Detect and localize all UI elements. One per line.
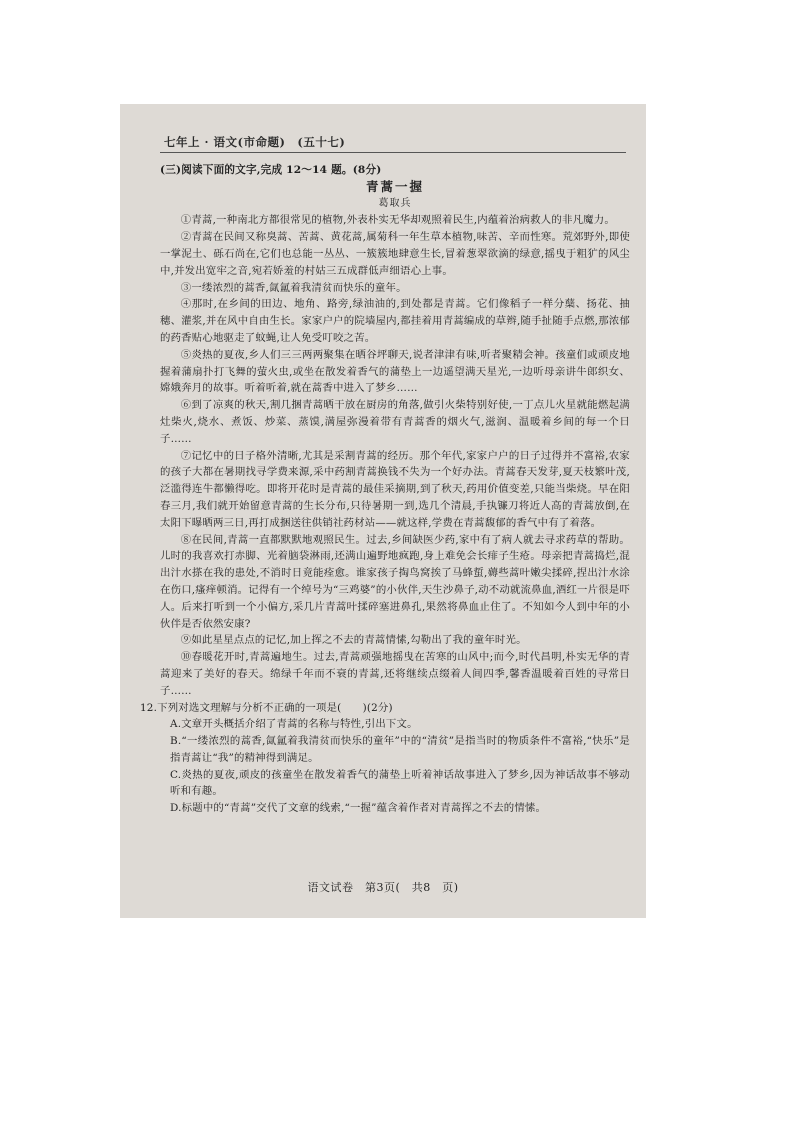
- question-12-option-d: D.标题中的“青蒿”交代了文章的线索,“一握”蕴含着作者对青蒿挥之不去的情愫。: [170, 802, 547, 815]
- exam-page: [120, 104, 646, 918]
- page-header: 七年上 · 语文(市命题) (五十七): [164, 135, 346, 149]
- paragraph-2: ②青蒿在民间又称臭蒿、苦蒿、黄花蒿,属菊科一年生草本植物,味苦、辛而性寒。荒郊野外,即使一掌泥土、砾石尚在,它们也总能一丛丛、一簇簇地肆意生长,冒着葱翠欲滴的绿意,摇曳于粗犷的风尘中,并发出宽牢之音,宛若娇羞的村姑三五成群低声细语心上事。: [160, 231, 630, 277]
- paragraph-4: ④那时,在乡间的田边、地角、路旁,绿油油的,到处都是青蒿。它们像稻子一样分蘖、扬花、抽穗、灌浆,并在风中自由生长。家家户户的院墙屋内,都挂着用青蒿编成的草辫,随手扯随手点燃,那浓郁的药香贴心地驱走了蚊蝇,让人免受叮咬之苦。: [160, 298, 630, 344]
- header-divider: [160, 152, 626, 153]
- reading-section: [140, 162, 630, 817]
- article-author: 葛取兵: [378, 197, 412, 209]
- paragraph-9: ⑨如此星星点点的记忆,加上挥之不去的青蒿情愫,勾勒出了我的童年时光。: [180, 634, 527, 647]
- paragraph-5: ⑤炎热的夏夜,乡人们三三两两聚集在晒谷坪聊天,说者津津有味,听者聚精会神。孩童们或顽皮地握着蒲扇扑打飞舞的萤火虫,或坐在散发着香气的蒲垫上一边遥望满天星光,一边听母亲讲牛郎织女、嫦娥奔月的故事。听着听着,就在蒿香中进入了梦乡……: [160, 348, 630, 395]
- page-footer: 语文试卷 第3页( 共8 页): [307, 881, 459, 894]
- paragraph-3: ③一缕浓烈的蒿香,氤氲着我清贫而快乐的童年。: [180, 281, 407, 294]
- paragraph-10: ⑩春暖花开时,青蒿遍地生。过去,青蒿顽强地摇曳在苦寒的山风中;而今,时代昌明,朴实无华的青蒿迎来了美好的春天。绵绿千年而不衰的青蒿,还将继续点缀着人间四季,馨香温暖着百姓的寻常日子……: [160, 651, 630, 697]
- article-title: 青蒿一握: [365, 178, 424, 194]
- paragraph-7: ⑦记忆中的日子格外清晰,尤其是采割青蒿的经历。那个年代,家家户户的日子过得并不富裕,农家的孩子大都在暑期找寻学费来源,采中药割青蒿换钱不失为一个好办法。青蒿春天发芽,夏天枝繁叶茂,泛滥得连牛都懒得吃。即将开花时是青蒿的最佳采摘期,到了秋天,药用价值变差,只能当柴烧。早在阳春三月,我们就开始留意青蒿的生长分布,只待暑期一到,选几个清晨,手执镰刀将近人高的青蒿放倒,在太阳下曝晒两三日,再打成捆送往供销社药材站——就这样,学费在青蒿馥郁的香气中有了着落。: [160, 449, 630, 529]
- paragraph-8: ⑧在民间,青蒿一直都默默地观照民生。过去,乡间缺医少药,家中有了病人就去寻求药草的帮助。儿时的我喜欢打赤脚、光着脑袋淋雨,还满山遍野地疯跑,身上难免会长痱子生疮。母亲把青蒿捣烂,混出汁水搽在我的患处,不消时日竟能痊愈。谁家孩子掏鸟窝挨了马蜂蜇,薅些蒿叶嫩尖揉碎,捏出汁水涂在伤口,瘙痒顿消。记得有一个绰号为“三鸡婆”的小伙伴,天生沙鼻子,动不动就流鼻血,酒红一片很是吓人。后来打听到一个小偏方,采几片青蒿叶揉碎塞进鼻孔,果然将鼻血止住了。不知如今人到中年的小伙伴是否依然安康?: [160, 533, 630, 630]
- question-12-option-b: B.“一缕浓烈的蒿香,氤氲着我清贫而快乐的童年”中的“清贫”是指当时的物质条件不富裕,“快乐”是指青蒿让“我”的精神得到满足。: [170, 735, 630, 764]
- section-heading: (三)阅读下面的文字,完成 12～14 题。(8分): [160, 164, 382, 176]
- paragraph-1: ①青蒿,一种南北方都很常见的植物,外表朴实无华却观照着民生,内蕴着治病救人的非凡魔力。: [180, 214, 615, 227]
- question-12-option-c: C.炎热的夏夜,顽皮的孩童坐在散发着香气的蒲垫上听着神话故事进入了梦乡,因为神话故事不够动听和有趣。: [170, 768, 630, 798]
- paragraph-6: ⑥到了凉爽的秋天,割几捆青蒿晒干放在厨房的角落,做引火柴特别好使,一丁点儿火星就能燃起满灶柴火,烧水、煮饭、炒菜、蒸馍,满屋弥漫着带有青蒿香的烟火气,滋润、温暖着乡间的每一个日子……: [160, 399, 630, 445]
- question-12-option-a: A.文章开头概括介绍了青蒿的名称与特性,引出下文。: [170, 718, 418, 731]
- question-12-stem: 12.下列对选文理解与分析不正确的一项是( )(2分): [140, 701, 393, 714]
